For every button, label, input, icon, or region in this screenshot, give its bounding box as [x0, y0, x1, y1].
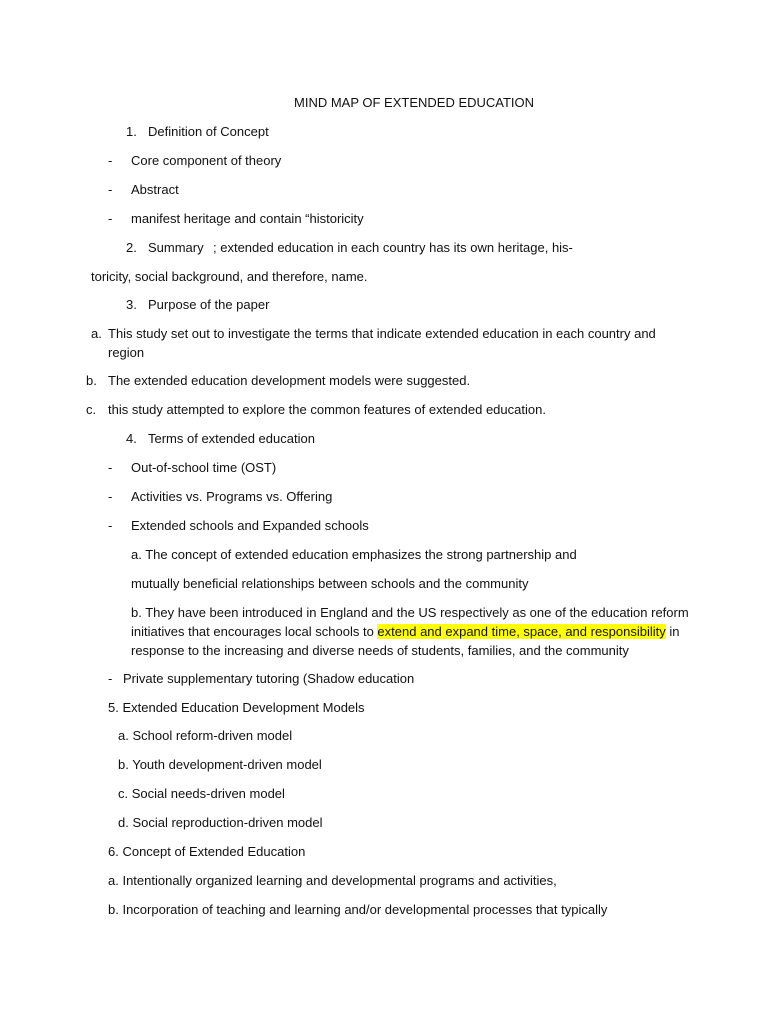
s4-bullet-marker: - [108, 518, 113, 533]
s4-sub-b-text: b. They have been introduced in England and the US respectively as one of the education reform [131, 605, 689, 620]
s5-item: d. Social reproduction-driven model [118, 815, 323, 830]
s2-number: 2. [126, 240, 137, 255]
s4-sub-b-text: initiatives that encourages local schools to [131, 624, 378, 639]
s4-bullet-marker: - [108, 671, 113, 686]
s4-bullet-text: Extended schools and Expanded schools [131, 518, 369, 533]
s1-bullet-marker: - [108, 153, 113, 168]
s6-item: b. Incorporation of teaching and learning and/or developmental processes that typically [108, 902, 608, 917]
s2-text-line: toricity, social background, and therefore, name. [91, 269, 368, 284]
s3-item-marker: a. [91, 326, 102, 341]
s4-bullet-marker: - [108, 489, 113, 504]
s3-item-marker: b. [86, 373, 97, 388]
s1-bullet-marker: - [108, 182, 113, 197]
s4-sub-a-text: a. The concept of extended education emphasizes the strong partnership and [131, 547, 577, 562]
s6-heading: 6. Concept of Extended Education [108, 844, 306, 859]
s4-bullet-text: Private supplementary tutoring (Shadow education [123, 671, 415, 686]
s3-item-marker: c. [86, 402, 97, 417]
s4-sub-b-text: response to the increasing and diverse needs of students, families, and the community [131, 643, 629, 658]
s1-bullet-text: Core component of theory [131, 153, 282, 168]
s5-item: b. Youth development-driven model [118, 757, 322, 772]
s3-item-text: region [108, 345, 145, 360]
s2-heading: Summary [148, 240, 204, 255]
document-title: MIND MAP OF EXTENDED EDUCATION [294, 95, 535, 110]
s4-sub-b-line [131, 623, 680, 640]
s4-sub-b-text: in [665, 624, 680, 639]
s3-item-text: this study attempted to explore the common features of extended education. [108, 402, 546, 417]
s3-item-text: This study set out to investigate the terms that indicate extended education in each country and [108, 326, 656, 341]
s5-heading: 5. Extended Education Development Models [108, 700, 365, 715]
s1-bullet-marker: - [108, 211, 113, 226]
s4-bullet-text: Out-of-school time (OST) [131, 460, 277, 475]
s5-item: c. Social needs-driven model [118, 786, 285, 801]
s4-bullet-marker: - [108, 460, 113, 475]
s1-bullet-text: Abstract [131, 182, 179, 197]
s6-item: a. Intentionally organized learning and developmental programs and activities, [108, 873, 557, 888]
s4-number: 4. [126, 431, 137, 446]
s5-item: a. School reform-driven model [118, 728, 293, 743]
s3-heading: Purpose of the paper [148, 297, 270, 312]
s2-text-line: ; extended education in each country has its own heritage, his- [213, 240, 573, 255]
s4-sub-a-text: mutually beneficial relationships between schools and the community [131, 576, 529, 591]
highlighted-text: extend and expand time, space, and responsibility [377, 624, 666, 639]
s3-number: 3. [126, 297, 137, 312]
s1-number: 1. [126, 124, 137, 139]
s1-bullet-text: manifest heritage and contain “historicity [131, 211, 364, 226]
s4-bullet-text: Activities vs. Programs vs. Offering [131, 489, 333, 504]
s1-heading: Definition of Concept [148, 124, 269, 139]
s3-item-text: The extended education development models were suggested. [108, 373, 471, 388]
s4-heading: Terms of extended education [148, 431, 315, 446]
